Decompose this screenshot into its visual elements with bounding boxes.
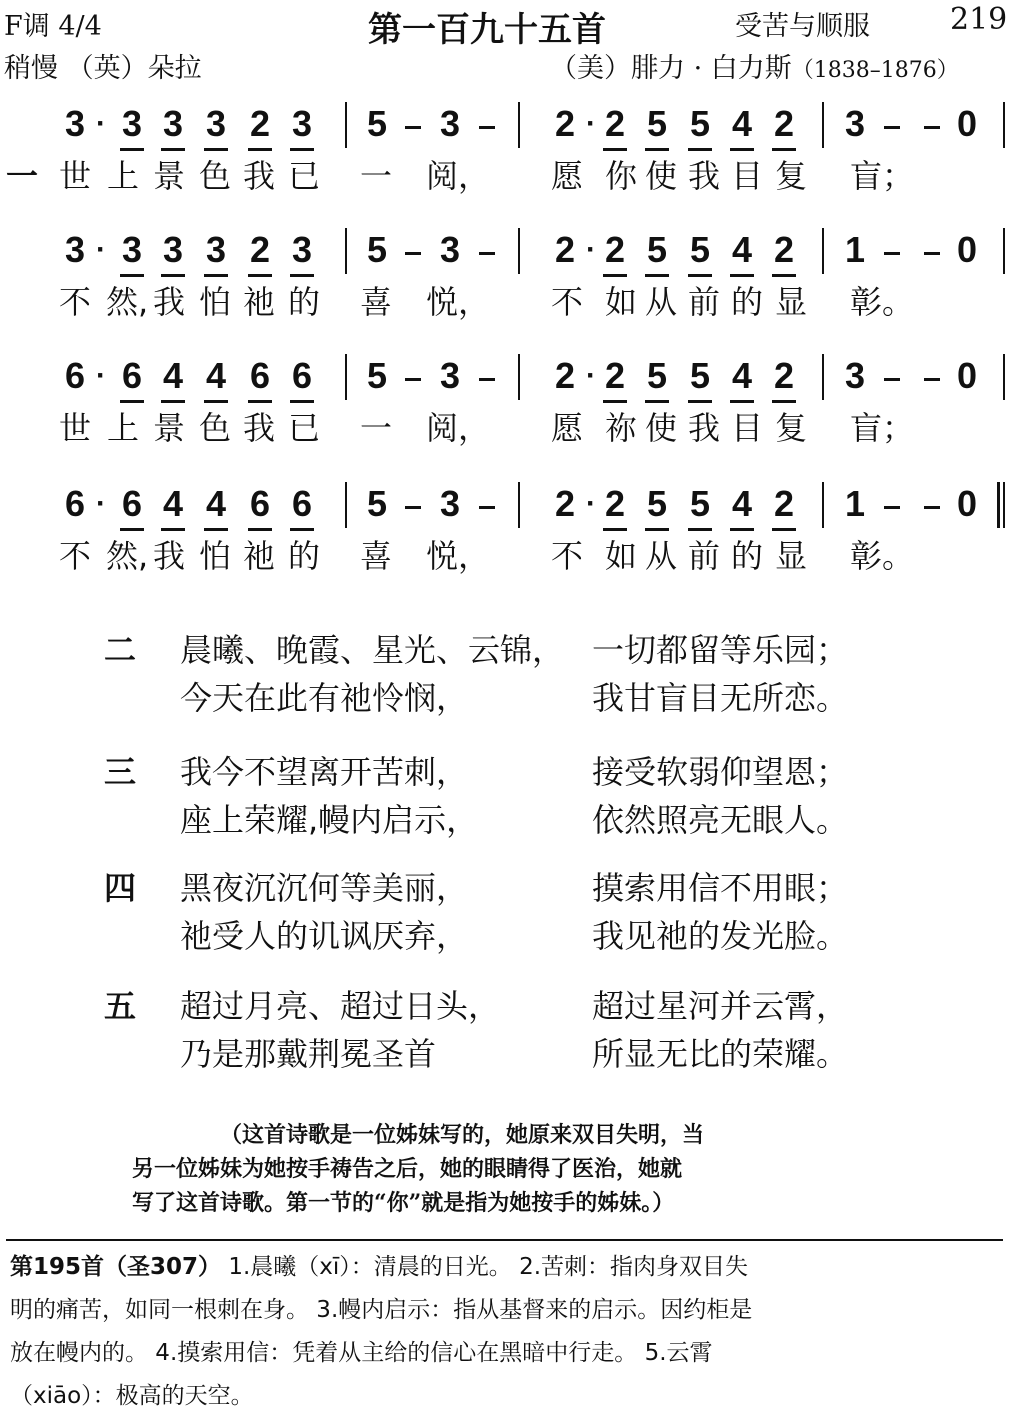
note: 2 <box>769 356 799 396</box>
augmentation-dot: · <box>586 359 596 392</box>
note: 4 <box>158 356 188 396</box>
note: 5 <box>642 104 672 144</box>
note: 3 <box>64 103 86 144</box>
bar-line <box>518 354 520 400</box>
verse-line: 黑夜沉沉何等美丽， <box>180 869 469 907</box>
note-line: 另一位姊妹为她按手祷告之后，她的眼睛得了医治，她就 <box>132 1156 683 1182</box>
page-number: 219 <box>950 2 1008 37</box>
lyric-syllable: 使 <box>644 157 677 195</box>
note-line: 写了这首诗歌。第一节的“你”就是指为她按手的姊妹。） <box>132 1190 675 1216</box>
verse-line: 晨曦、晚霞、星光、云锦， <box>180 631 565 669</box>
lyric-syllable: 我 <box>152 537 185 575</box>
verse-line: 座上荣耀,幔内启示， <box>180 801 479 839</box>
sustain-dash <box>405 506 421 509</box>
bar-line <box>518 482 520 528</box>
verse-number: 二 <box>104 631 137 669</box>
lyric-syllable: 然, <box>106 283 149 321</box>
lyric-syllable: 复 <box>774 409 807 447</box>
footnote-line: （xiāo）：极高的天空。 <box>10 1383 254 1409</box>
augmentation-dot: · <box>586 487 596 520</box>
note: 2 <box>554 103 576 144</box>
tempo-and-tune: 稍慢 （英）朵拉 <box>4 53 202 84</box>
lyric-syllable: 愿 <box>550 409 583 447</box>
note: 3 <box>439 483 461 524</box>
note: 6 <box>287 356 317 396</box>
lyric-syllable: 目 <box>730 157 763 195</box>
augmentation-dot: · <box>586 107 596 140</box>
sustain-dash <box>924 378 940 381</box>
augmentation-dot: · <box>96 487 106 520</box>
lyric-syllable: 前 <box>687 537 720 575</box>
lyric-syllable: 彰。 <box>850 537 915 575</box>
lyric-syllable: 景 <box>152 157 185 195</box>
verse-line: 我甘盲目无所恋。 <box>592 679 849 717</box>
note: 5 <box>366 355 388 396</box>
note: 2 <box>600 484 630 524</box>
bar-line <box>345 102 347 148</box>
lyric-syllable: 已 <box>287 157 320 195</box>
composer-years: （1838–1876） <box>791 58 959 83</box>
lyric-syllable: 怕 <box>198 537 231 575</box>
sustain-dash <box>924 252 940 255</box>
bar-line <box>1003 482 1005 528</box>
lyric-syllable: 前 <box>687 283 720 321</box>
lyric-syllable: 从 <box>644 537 677 575</box>
lyric-syllable: 色 <box>198 157 231 195</box>
note: 0 <box>956 103 978 144</box>
sustain-dash <box>884 252 900 255</box>
verse-line: 一切都留等乐园； <box>592 631 849 669</box>
note: 5 <box>366 103 388 144</box>
divider <box>6 1239 1003 1241</box>
note-line: （这首诗歌是一位姊妹写的，她原来双目失明，当 <box>220 1122 705 1148</box>
lyric-syllable: 世 <box>58 157 91 195</box>
lyric-syllable: 我 <box>242 157 275 195</box>
note: 4 <box>727 484 757 524</box>
sustain-dash <box>884 126 900 129</box>
sustain-dash <box>405 252 421 255</box>
bar-line <box>822 228 824 274</box>
note: 2 <box>769 104 799 144</box>
bar-line <box>345 354 347 400</box>
composer-name: （美）腓力 · 白力斯 <box>550 53 792 84</box>
final-bar-line <box>997 482 1000 528</box>
note: 5 <box>366 483 388 524</box>
note: 2 <box>600 356 630 396</box>
verse-line: 所显无比的荣耀。 <box>592 1035 849 1073</box>
sustain-dash <box>924 506 940 509</box>
lyric-syllable: 的 <box>287 283 320 321</box>
note: 6 <box>245 484 275 524</box>
note: 4 <box>727 104 757 144</box>
note: 4 <box>158 484 188 524</box>
augmentation-dot: · <box>96 233 106 266</box>
note: 3 <box>117 104 147 144</box>
lyric-syllable: 显 <box>774 283 807 321</box>
lyric-syllable: 的 <box>287 537 320 575</box>
footnote-ref: 第195首（圣307） <box>10 1254 222 1280</box>
bar-line <box>822 482 824 528</box>
note: 5 <box>685 484 715 524</box>
verse-line: 我见祂的发光脸。 <box>592 917 849 955</box>
verse-number: 一 <box>6 157 39 195</box>
verse-line: 祂受人的讥讽厌弃， <box>180 917 469 955</box>
augmentation-dot: · <box>96 359 106 392</box>
note: 4 <box>727 356 757 396</box>
footnote-line: 明的痛苦，如同一根刺在身。 3.幔内启示：指从基督来的启示。因约柜是 <box>10 1297 753 1323</box>
note: 0 <box>956 229 978 270</box>
lyric-syllable: 显 <box>774 537 807 575</box>
lyric-syllable: 祢 <box>604 409 637 447</box>
note: 2 <box>554 483 576 524</box>
lyric-syllable: 不 <box>550 537 583 575</box>
lyric-syllable: 的 <box>730 283 763 321</box>
lyric-line <box>0 156 1009 200</box>
note: 0 <box>956 483 978 524</box>
note: 2 <box>769 484 799 524</box>
hymn-category: 受苦与顺服 <box>735 11 870 42</box>
lyric-syllable: 愿 <box>550 157 583 195</box>
lyric-line <box>0 536 1009 580</box>
note: 5 <box>642 356 672 396</box>
lyric-syllable: 不 <box>550 283 583 321</box>
note: 3 <box>844 103 866 144</box>
verse-line: 依然照亮无眼人。 <box>592 801 849 839</box>
lyric-syllable: 悦， <box>426 537 491 575</box>
verse-number: 五 <box>104 987 137 1025</box>
note: 3 <box>201 230 231 270</box>
note: 6 <box>287 484 317 524</box>
lyric-syllable: 不 <box>58 537 91 575</box>
note: 3 <box>439 229 461 270</box>
note: 2 <box>245 230 275 270</box>
footnote-text: 1.晨曦（xī）：清晨的日光。 2.苦刺：指肉身双目失 <box>221 1254 749 1280</box>
note: 3 <box>287 104 317 144</box>
lyric-syllable: 一 <box>359 409 392 447</box>
lyric-syllable: 世 <box>58 409 91 447</box>
note: 1 <box>844 229 866 270</box>
note: 3 <box>439 355 461 396</box>
note: 3 <box>64 229 86 270</box>
lyric-syllable: 已 <box>287 409 320 447</box>
lyric-syllable: 盲； <box>850 409 915 447</box>
lyric-syllable: 悦， <box>426 283 491 321</box>
note: 3 <box>158 104 188 144</box>
note: 2 <box>245 104 275 144</box>
verse-line: 超过月亮、超过日头， <box>180 987 501 1025</box>
note: 5 <box>642 230 672 270</box>
augmentation-dot: · <box>96 107 106 140</box>
footnote-line: 放在幔内的。 4.摸索用信：凭着从主给的信心在黑暗中行走。 5.云霄 <box>10 1340 713 1366</box>
note: 3 <box>158 230 188 270</box>
composer <box>550 46 959 85</box>
verse-line: 接受软弱仰望恩； <box>592 753 849 791</box>
lyric-syllable: 我 <box>687 409 720 447</box>
bar-line <box>345 228 347 274</box>
lyric-syllable: 上 <box>106 157 139 195</box>
lyric-syllable: 复 <box>774 157 807 195</box>
note: 0 <box>956 355 978 396</box>
sustain-dash <box>884 378 900 381</box>
note: 4 <box>727 230 757 270</box>
lyric-syllable: 怕 <box>198 283 231 321</box>
bar-line <box>822 354 824 400</box>
sustain-dash <box>884 506 900 509</box>
note: 3 <box>844 355 866 396</box>
sustain-dash <box>479 378 495 381</box>
note: 4 <box>201 356 231 396</box>
sustain-dash <box>405 378 421 381</box>
lyric-syllable: 如 <box>604 283 637 321</box>
note: 3 <box>439 103 461 144</box>
hymn-title: 第一百九十五首 <box>368 10 606 50</box>
lyric-syllable: 目 <box>730 409 763 447</box>
lyric-syllable: 的 <box>730 537 763 575</box>
note: 5 <box>685 356 715 396</box>
key-signature: F调 4/4 <box>4 11 102 42</box>
lyric-syllable: 一 <box>359 157 392 195</box>
note: 6 <box>64 483 86 524</box>
lyric-syllable: 如 <box>604 537 637 575</box>
lyric-syllable: 然, <box>106 537 149 575</box>
note: 5 <box>685 230 715 270</box>
lyric-syllable: 上 <box>106 409 139 447</box>
lyric-syllable: 阅， <box>426 157 491 195</box>
note: 2 <box>600 230 630 270</box>
lyric-syllable: 不 <box>58 283 91 321</box>
bar-line <box>1003 228 1005 274</box>
sustain-dash <box>479 506 495 509</box>
lyric-syllable: 喜 <box>359 537 392 575</box>
note: 6 <box>117 484 147 524</box>
bar-line <box>345 482 347 528</box>
lyric-line <box>0 408 1009 452</box>
verse-number: 四 <box>104 869 137 907</box>
note: 5 <box>366 229 388 270</box>
lyric-syllable: 从 <box>644 283 677 321</box>
verse-line: 我今不望离开苦刺， <box>180 753 469 791</box>
note: 2 <box>600 104 630 144</box>
verse-line: 超过星河并云霄， <box>592 987 849 1025</box>
note: 4 <box>201 484 231 524</box>
note: 3 <box>201 104 231 144</box>
footnotes <box>10 1246 1002 1418</box>
sustain-dash <box>479 252 495 255</box>
lyric-syllable: 祂 <box>242 537 275 575</box>
lyric-line <box>0 282 1009 326</box>
note: 5 <box>642 484 672 524</box>
lyric-syllable: 祂 <box>242 283 275 321</box>
lyric-syllable: 色 <box>198 409 231 447</box>
verse-line: 摸索用信不用眼； <box>592 869 849 907</box>
lyric-syllable: 彰。 <box>850 283 915 321</box>
lyric-syllable: 景 <box>152 409 185 447</box>
verse-line: 乃是那戴荆冕圣首 <box>180 1035 437 1073</box>
lyric-syllable: 你 <box>604 157 637 195</box>
note: 6 <box>117 356 147 396</box>
bar-line <box>518 228 520 274</box>
augmentation-dot: · <box>586 233 596 266</box>
sustain-dash <box>924 126 940 129</box>
lyric-syllable: 盲； <box>850 157 915 195</box>
author-note <box>90 1118 920 1220</box>
note: 3 <box>287 230 317 270</box>
lyric-syllable: 喜 <box>359 283 392 321</box>
lyric-syllable: 我 <box>687 157 720 195</box>
note: 6 <box>64 355 86 396</box>
note: 1 <box>844 483 866 524</box>
bar-line <box>1003 102 1005 148</box>
footnote-line <box>10 1246 1002 1289</box>
note: 6 <box>245 356 275 396</box>
bar-line <box>822 102 824 148</box>
bar-line <box>1003 354 1005 400</box>
lyric-syllable: 我 <box>242 409 275 447</box>
lyric-syllable: 我 <box>152 283 185 321</box>
note: 2 <box>554 229 576 270</box>
sustain-dash <box>479 126 495 129</box>
note: 3 <box>117 230 147 270</box>
verse-line: 今天在此有祂怜悯， <box>180 679 469 717</box>
note: 2 <box>554 355 576 396</box>
note: 2 <box>769 230 799 270</box>
verse-number: 三 <box>104 753 137 791</box>
sustain-dash <box>405 126 421 129</box>
lyric-syllable: 使 <box>644 409 677 447</box>
bar-line <box>518 102 520 148</box>
note: 5 <box>685 104 715 144</box>
lyric-syllable: 阅， <box>426 409 491 447</box>
